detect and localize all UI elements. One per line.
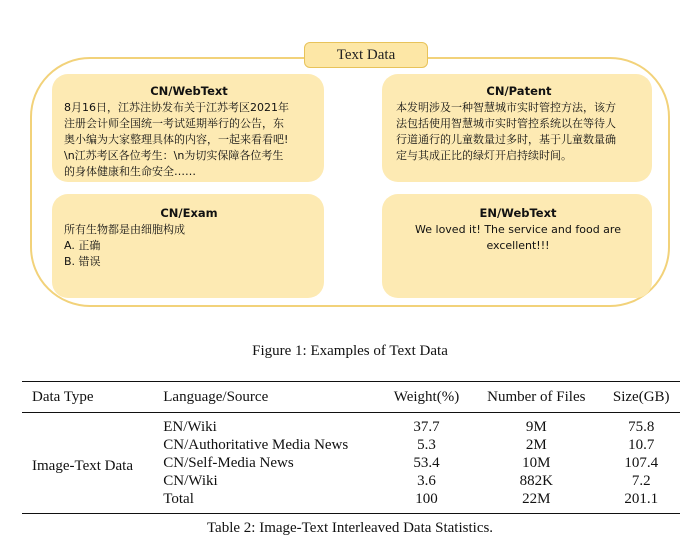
card-title: EN/WebText: [479, 206, 557, 220]
header-language-source: Language/Source: [163, 388, 269, 405]
card-body: 本发明涉及一种智慧城市实时管控方法，该方 法包括使用智慧城市实时管控系统以在等待人 行道通行的儿童数量过多时，基于儿童数量确 定与其成正比的绿灯开启持续时间。: [396, 101, 616, 162]
data-type-cell: Image-Text Data: [32, 457, 133, 474]
size-cell: 7.2: [631, 473, 651, 489]
card-body: We loved it! The service and food are excellent!!!: [415, 223, 621, 252]
size-cell: 107.4: [624, 455, 659, 471]
figure-caption: Figure 1: Examples of Text Data: [252, 343, 448, 359]
files-cell: 9M: [525, 419, 547, 435]
size-cell: 201.1: [624, 491, 659, 507]
source-cell: Total: [163, 491, 194, 507]
table-caption: Table 2: Image-Text Interleaved Data Statistics.: [206, 520, 494, 536]
files-cell: 2M: [525, 437, 547, 453]
card-body: 8月16日，江苏注协发布关于江苏考区2021年 注册会计师全国统一考试延期举行的公告，东 奥小编为大家整理具体的内容，一起来看看吧! \n江苏考区各位考生：\n为切实保障各位考生 的身体健康和生命安全……: [64, 101, 289, 178]
header-size: Size(GB): [612, 388, 670, 405]
source-cell: CN/Authoritative Media News: [163, 437, 349, 453]
size-cell: 10.7: [628, 437, 655, 453]
size-cell: 75.8: [628, 419, 655, 435]
card-cn-webtext: [52, 74, 324, 182]
table-row: [22, 413, 680, 437]
weight-cell: 3.6: [417, 473, 436, 489]
source-cell: CN/Self-Media News: [163, 455, 294, 471]
table: [22, 381, 680, 514]
weight-cell: 100: [415, 491, 438, 507]
card-title: CN/WebText: [150, 84, 228, 98]
card-body: 所有生物都是由细胞构成 A. 正确 B. 错误: [64, 223, 185, 268]
card-cn-exam: [52, 194, 324, 298]
weight-cell: 37.7: [413, 419, 440, 435]
source-cell: EN/Wiki: [163, 419, 217, 435]
card-title: CN/Exam: [160, 206, 218, 220]
weight-cell: 53.4: [413, 455, 440, 471]
files-cell: 882K: [519, 473, 553, 489]
source-cell: CN/Wiki: [163, 473, 218, 489]
files-cell: 22M: [522, 491, 551, 507]
weight-cell: 5.3: [417, 437, 436, 453]
card-title: CN/Patent: [486, 84, 552, 98]
header-weight: Weight(%): [393, 388, 460, 405]
table-header-row: [22, 382, 680, 413]
data-statistics-table: [22, 381, 680, 514]
card-en-webtext: [382, 194, 652, 298]
figure-title: Text Data: [304, 42, 428, 68]
card-cn-patent: [382, 74, 652, 182]
header-number-of-files: Number of Files: [487, 388, 586, 405]
header-data-type: Data Type: [32, 388, 94, 405]
files-cell: 10M: [522, 455, 551, 471]
